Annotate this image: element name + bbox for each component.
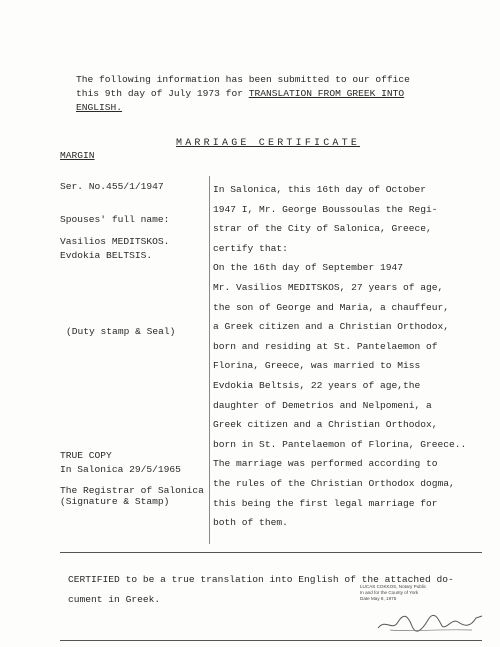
notary-county: In and for the County of York [360, 590, 419, 595]
duty-stamp-note: (Duty stamp & Seal) [66, 326, 176, 337]
section-divider-top [60, 552, 482, 553]
column-divider [209, 176, 210, 544]
notary-stamp [360, 584, 426, 602]
body-line: both of them. [213, 517, 288, 529]
certification-line-1: CERTIFIED to be a true translation into English of the attached do- [68, 574, 454, 585]
body-line: In Salonica, this 16th day of October [213, 184, 427, 195]
notary-name: LUCAS COKKOS, Notary Public [360, 584, 427, 589]
body-line: 1947 I, Mr. George Boussoulas the Regi- [213, 203, 438, 215]
translation-request: TRANSLATION FROM GREEK INTO [248, 88, 405, 99]
body-line: a Greek citizen and a Christian Orthodox, [213, 321, 450, 333]
notary-signature [376, 608, 486, 636]
body-line: daughter of Demetrios and Nelpomeni, a [213, 399, 432, 411]
body-line: the rules of the Christian Orthodox dogma, [213, 477, 455, 489]
registrar-signature-note: (Signature & Stamp) [60, 496, 170, 507]
intro-line-2 [76, 88, 410, 102]
body-line: strar of the City of Salonica, Greece, [213, 223, 432, 235]
serial-number: Ser. No.455/1/1947 [60, 181, 164, 192]
spouse-2: Evdokia BELTSIS. [60, 250, 153, 261]
true-copy-label: TRUE COPY [60, 450, 112, 461]
body-line: Florina, Greece, was married to Miss [213, 360, 421, 372]
intro-line-2-prefix: this 9th day of July 1973 for [76, 88, 249, 99]
body-line: The marriage was performed according to [213, 458, 438, 470]
section-divider-bottom [60, 640, 482, 641]
copy-place-date: In Salonica 29/5/1965 [60, 464, 181, 475]
registrar-label: The Registrar of Salonica [60, 485, 204, 496]
body-line: Greek citizen and a Christian Orthodox, [213, 419, 438, 431]
body-line: this being the first legal marriage for [213, 497, 438, 509]
intro-paragraph [76, 74, 410, 116]
body-line: On the 16th day of September 1947 [213, 262, 403, 274]
body-line: Mr. Vasilios MEDITSKOS, 27 years of age, [213, 281, 444, 293]
margin-label: MARGIN [60, 150, 95, 161]
certification-line-2: cument in Greek. [68, 594, 161, 605]
notary-date: Date May 8, 1975 [360, 596, 397, 601]
document-title: MARRIAGE CERTIFICATE [176, 138, 361, 149]
intro-line-1: The following information has been submitted to our office [76, 74, 410, 85]
spouse-1: Vasilios MEDITSKOS. [60, 236, 170, 247]
intro-line-3: ENGLISH. [76, 102, 123, 113]
body-line: certify that: [213, 242, 288, 254]
spouses-label: Spouses' full name: [60, 214, 170, 225]
body-line: Evdokia Beltsis, 22 years of age,the [213, 379, 421, 391]
body-line: born and residing at St. Pantelaemon of [213, 340, 438, 352]
body-line: the son of George and Maria, a chauffeur, [213, 301, 450, 313]
body-line: born in St. Pantelaemon of Florina, Greece.. [213, 438, 467, 450]
certificate-body [213, 184, 466, 537]
